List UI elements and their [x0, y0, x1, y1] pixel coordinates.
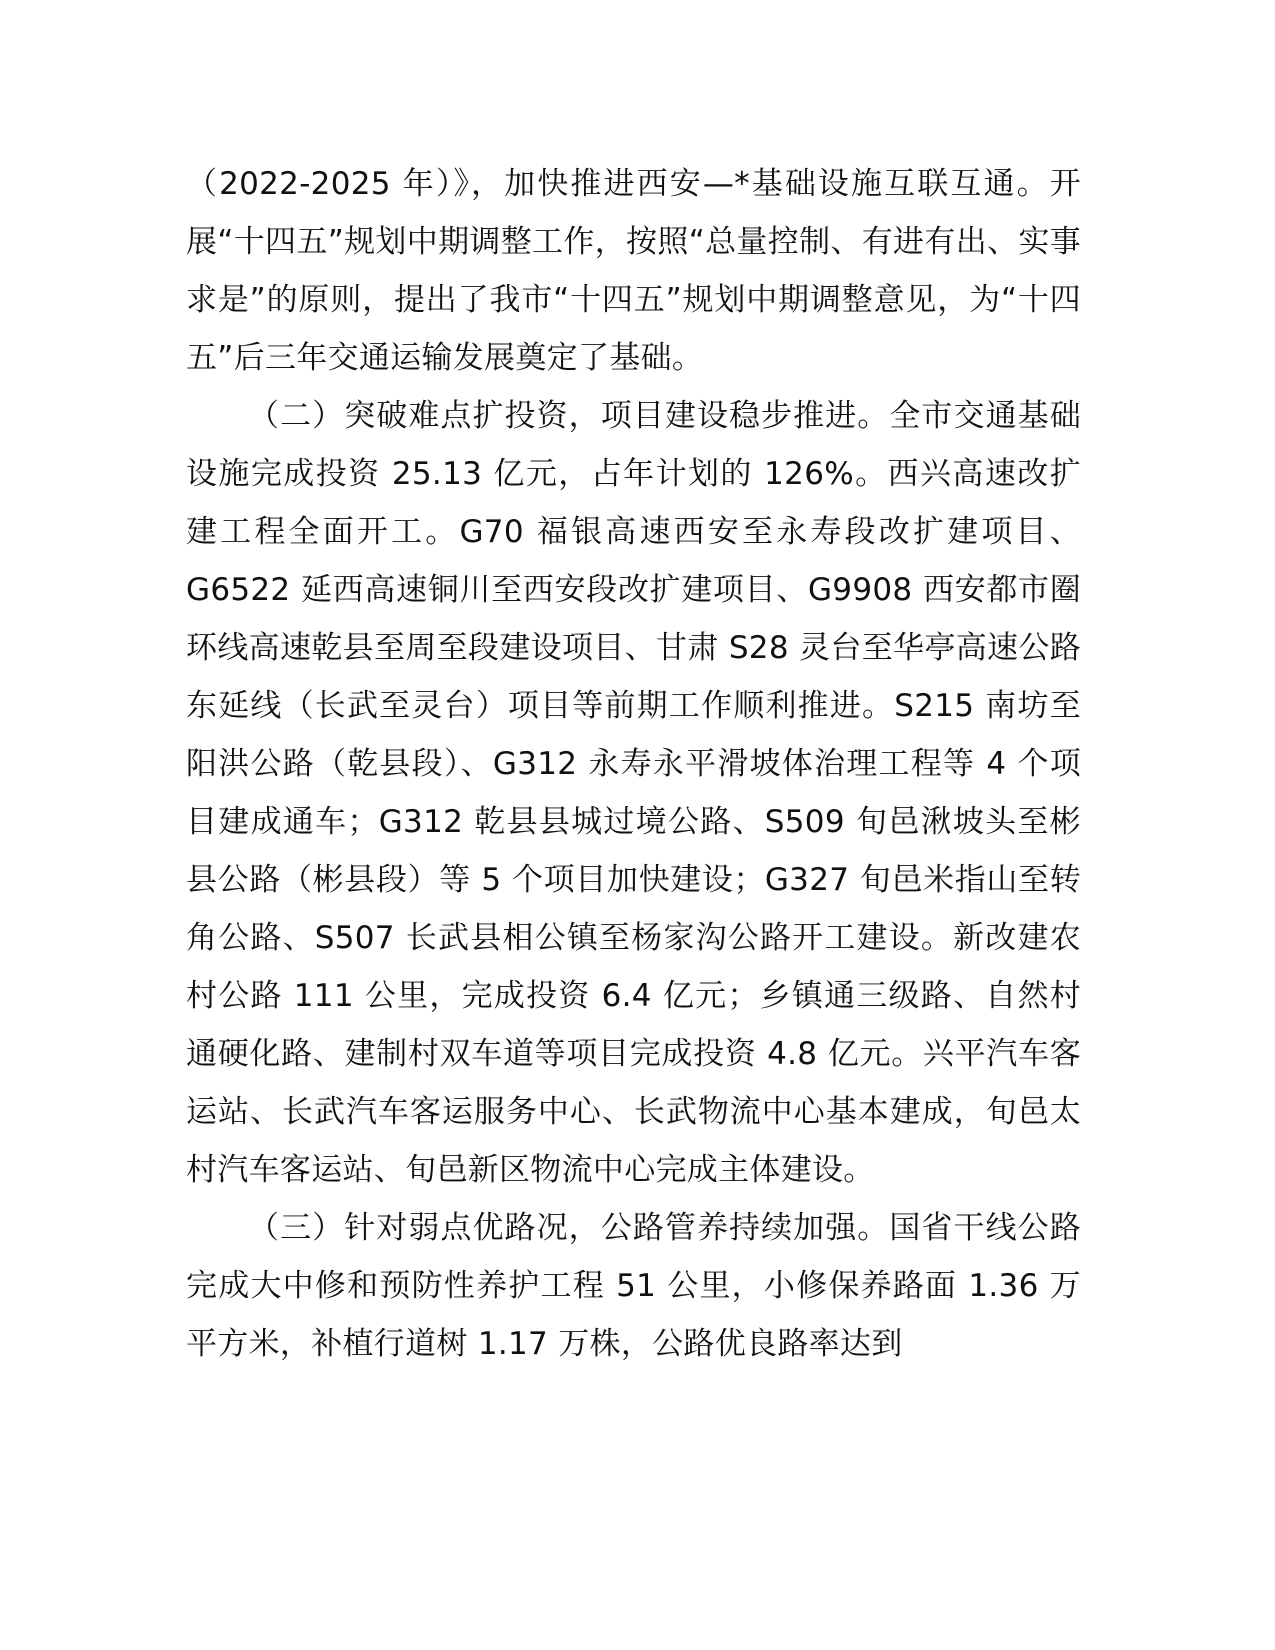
paragraph-project-construction: （二）突破难点扩投资，项目建设稳步推进。全市交通基础设施完成投资 25.13 亿元，占年计划的 126%。西兴高速改扩建工程全面开工。G70 福银高速西安至永寿段改扩建项目、G6522 延西高速铜川至西安段改扩建项目、G9908 西安都市圈环线高速乾县至周至段建设项目、甘肃 S28 灵台至华亭高速公路东延线（长武至灵台）项目等前期工作顺利推进。S215 南坊至阳洪公路（乾县段）、G312 永寿永平滑坡体治理工程等 4 个项目建成通车；G312 乾县县城过境公路、S509 旬邑湫坡头至彬县公路（彬县段）等 5 个项目加快建设；G327 旬邑米指山至转角公路、S507 长武县相公镇至杨家沟公路开工建设。新改建农村公路 111 公里，完成投资 6.4 亿元；乡镇通三级路、自然村通硬化路、建制村双车道等项目完成投资 4.8 亿元。兴平汽车客运站、长武汽车客运服务中心、长武物流中心基本建成，旬邑太村汽车客运站、旬邑新区物流中心完成主体建设。 — [186, 398, 1081, 1188]
paragraph-road-maintenance: （三）针对弱点优路况，公路管养持续加强。国省干线公路完成大中修和预防性养护工程 51 公里，小修保养路面 1.36 万平方米，补植行道树 1.17 万株，公路优良路率达到 — [186, 1210, 1081, 1362]
paragraph-plan-adjustment: （2022-2025 年）》，加快推进西安—*基础设施互联互通。开展“十四五”规划中期调整工作，按照“总量控制、有进有出、实事求是”的原则，提出了我市“十四五”规划中期调整意见，为“十四五”后三年交通运输发展奠定了基础。 — [186, 166, 1081, 376]
document-body — [186, 155, 1081, 1373]
